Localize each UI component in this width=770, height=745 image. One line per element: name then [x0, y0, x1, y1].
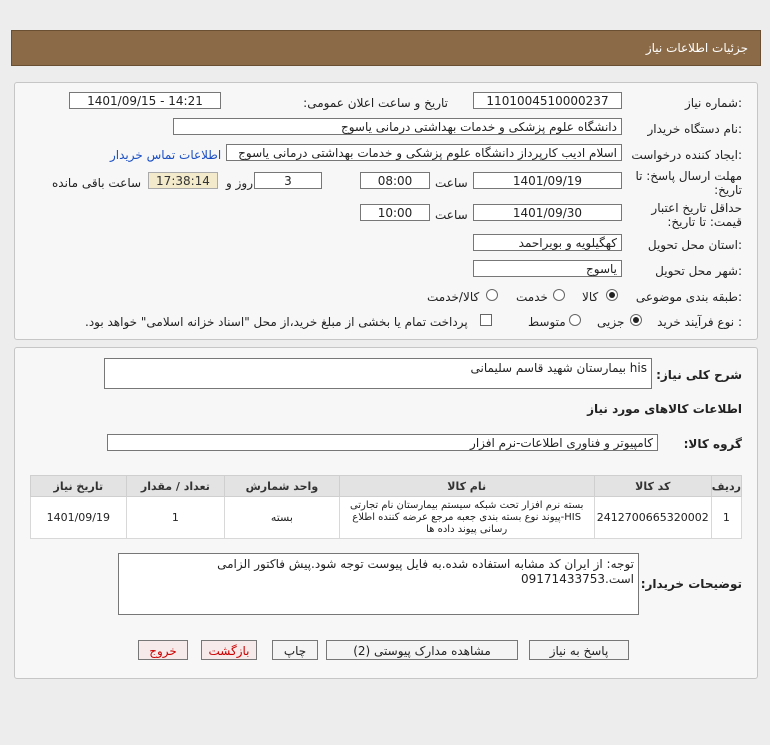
payment-note: پرداخت تمام یا بخشی از مبلغ خرید،از محل "اسناد خزانه اسلامی" خواهد بود.	[85, 315, 468, 329]
back-button[interactable]: بازگشت	[201, 640, 257, 660]
goods-group-field: کامپیوتر و فناوری اطلاعات-نرم افزار	[107, 434, 658, 451]
need-date-cell: 1401/09/19	[31, 497, 127, 539]
days-label: روز و	[226, 176, 253, 190]
table-row	[31, 497, 742, 539]
column-header-row-number: ردیف	[711, 476, 741, 497]
validity-date-field: 1401/09/30	[473, 204, 622, 221]
deadline-label: مهلت ارسال پاسخ: تا	[635, 169, 742, 183]
remaining-label: ساعت باقی مانده	[52, 176, 142, 190]
validity-time-field: 10:00	[360, 204, 430, 221]
radio-icon[interactable]	[486, 289, 498, 301]
goods-table	[30, 475, 742, 539]
validity-label-line2: قیمت: تا تاریخ:	[667, 215, 742, 229]
radio-icon[interactable]	[630, 314, 642, 326]
days-field: 3	[254, 172, 322, 189]
column-header-unit: واحد شمارش	[225, 476, 339, 497]
announce-label: تاریخ و ساعت اعلان عمومی:	[303, 96, 448, 110]
table-header-row	[31, 476, 742, 497]
buyer-contact-link[interactable]: اطلاعات تماس خریدار	[110, 148, 222, 162]
column-header-name: نام کالا	[339, 476, 594, 497]
buyer-org-label: نام دستگاه خریدار:	[647, 122, 742, 136]
deadline-label-line2: تاریخ:	[714, 183, 742, 197]
column-header-code: کد کالا	[594, 476, 711, 497]
category-option-goods: کالا	[582, 290, 599, 304]
deadline-date-field: 1401/09/19	[473, 172, 622, 189]
category-option-both: کالا/خدمت	[427, 290, 480, 304]
process-label: نوع فرآیند خرید :	[657, 315, 742, 329]
page-title: جزئیات اطلاعات نیاز	[645, 41, 748, 55]
description-label: شرح کلی نیاز:	[656, 368, 742, 382]
process-option-medium: متوسط	[528, 315, 566, 329]
buyer-notes-label: توضیحات خریدار:	[640, 577, 742, 591]
remaining-time-field: 17:38:14	[148, 172, 218, 189]
goods-group-label: گروه کالا:	[683, 437, 742, 451]
goods-name-cell: بسته نرم افزار تحت شبکه سیستم بیمارستان نام تجارتی HIS-پیوند نوع بسته بندی جعبه مرجع عرضه کننده اطلاع رسانی پیوند داده ها	[339, 497, 594, 539]
goods-code-cell: 2412700665320002	[594, 497, 711, 539]
buyer-org-field: دانشگاه علوم پزشکی و خدمات بهداشتی درمانی یاسوج	[173, 118, 622, 135]
radio-icon[interactable]	[569, 314, 581, 326]
radio-icon[interactable]	[606, 289, 618, 301]
row-number-cell: 1	[711, 497, 741, 539]
reply-button[interactable]: پاسخ به نیاز	[529, 640, 629, 660]
validity-time-label: ساعت	[435, 208, 468, 222]
process-option-minor: جزیی	[597, 315, 625, 329]
buyer-notes-field: توجه: از ایران کد مشابه استفاده شده.به فایل پیوست توجه شود.پیش فاکتور الزامی است.09171433753	[118, 553, 639, 615]
deadline-time-field: 08:00	[360, 172, 430, 189]
column-header-quantity: تعداد / مقدار	[126, 476, 225, 497]
announce-field: 1401/09/15 - 14:21	[69, 92, 221, 109]
city-label: شهر محل تحویل:	[655, 264, 742, 278]
validity-label: حداقل تاریخ اعتبار	[651, 201, 742, 215]
description-field: his بیمارستان شهید قاسم سلیمانی	[104, 358, 652, 389]
creator-field: اسلام ادیب کارپرداز دانشگاه علوم پزشکی و خدمات بهداشتی درمانی یاسوج	[226, 144, 622, 161]
checkbox-icon[interactable]	[480, 314, 492, 326]
exit-button[interactable]: خروج	[138, 640, 188, 660]
need-number-field: 1101004510000237	[473, 92, 622, 109]
city-field: یاسوج	[473, 260, 622, 277]
category-label: طبقه بندی موضوعی:	[635, 290, 742, 304]
view-attachments-button[interactable]: مشاهده مدارک پیوستی (2)	[326, 640, 518, 660]
need-number-label: شماره نیاز:	[684, 96, 742, 110]
creator-label: ایجاد کننده درخواست:	[631, 148, 742, 162]
category-option-service: خدمت	[516, 290, 548, 304]
page-header	[11, 30, 761, 66]
quantity-cell: 1	[126, 497, 225, 539]
radio-icon[interactable]	[553, 289, 565, 301]
province-field: کهگیلویه و بویراحمد	[473, 234, 622, 251]
unit-cell: بسته	[225, 497, 339, 539]
column-header-date: تاریخ نیاز	[31, 476, 127, 497]
goods-section-title: اطلاعات کالاهای مورد نیاز	[587, 402, 742, 416]
print-button[interactable]: چاپ	[272, 640, 318, 660]
deadline-time-label: ساعت	[435, 176, 468, 190]
province-label: استان محل تحویل:	[647, 238, 742, 252]
